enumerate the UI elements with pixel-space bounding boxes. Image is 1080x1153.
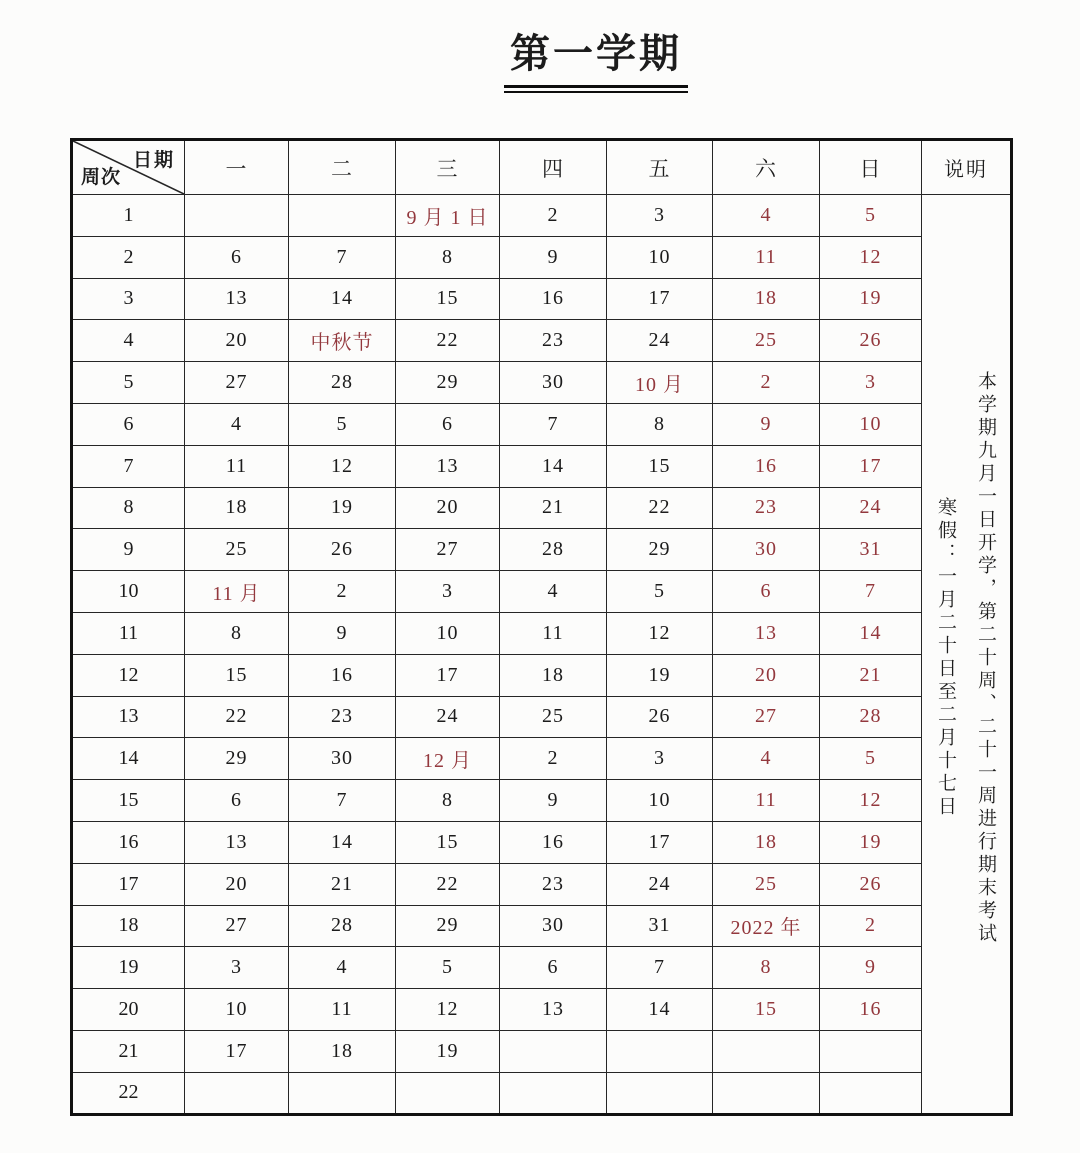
date-cell (820, 1072, 922, 1114)
date-cell (185, 1072, 289, 1114)
date-cell: 6 (500, 947, 607, 989)
week-row-14 (72, 738, 1012, 780)
date-cell: 6 (185, 236, 289, 278)
date-cell: 26 (820, 320, 922, 362)
date-cell: 7 (289, 780, 396, 822)
date-cell: 3 (607, 195, 713, 237)
week-number: 6 (72, 403, 185, 445)
date-cell: 10 (185, 989, 289, 1031)
date-cell: 7 (289, 236, 396, 278)
week-number: 22 (72, 1072, 185, 1114)
week-row-19 (72, 947, 1012, 989)
date-cell: 29 (607, 529, 713, 571)
date-cell: 17 (820, 445, 922, 487)
date-cell: 21 (289, 863, 396, 905)
week-row-8 (72, 487, 1012, 529)
date-cell: 13 (713, 612, 820, 654)
week-row-4 (72, 320, 1012, 362)
date-cell: 4 (713, 738, 820, 780)
date-cell: 21 (500, 487, 607, 529)
date-cell: 5 (820, 738, 922, 780)
date-cell: 10 (607, 780, 713, 822)
calendar-table (70, 138, 1013, 1116)
date-cell: 中秋节 (289, 320, 396, 362)
week-number: 19 (72, 947, 185, 989)
date-cell: 15 (713, 989, 820, 1031)
date-cell: 15 (185, 654, 289, 696)
date-cell: 5 (820, 195, 922, 237)
week-number: 9 (72, 529, 185, 571)
date-cell: 13 (185, 278, 289, 320)
date-cell: 28 (500, 529, 607, 571)
date-cell: 9 (500, 236, 607, 278)
date-cell: 16 (500, 821, 607, 863)
date-cell: 16 (500, 278, 607, 320)
date-cell: 13 (500, 989, 607, 1031)
date-cell: 5 (396, 947, 500, 989)
date-cell: 17 (607, 821, 713, 863)
date-cell: 8 (185, 612, 289, 654)
date-cell: 18 (713, 821, 820, 863)
date-cell: 14 (500, 445, 607, 487)
date-cell: 31 (820, 529, 922, 571)
date-cell: 8 (713, 947, 820, 989)
date-cell (500, 1030, 607, 1072)
date-cell: 5 (607, 571, 713, 613)
date-cell: 28 (820, 696, 922, 738)
date-cell (607, 1030, 713, 1072)
week-number: 8 (72, 487, 185, 529)
date-cell: 29 (396, 362, 500, 404)
date-cell: 16 (289, 654, 396, 696)
week-row-11 (72, 612, 1012, 654)
date-cell: 7 (607, 947, 713, 989)
date-cell: 14 (289, 821, 396, 863)
week-row-22 (72, 1072, 1012, 1114)
date-cell: 17 (396, 654, 500, 696)
date-cell: 19 (820, 278, 922, 320)
week-number: 10 (72, 571, 185, 613)
week-row-20 (72, 989, 1012, 1031)
date-cell: 23 (500, 863, 607, 905)
date-cell: 25 (500, 696, 607, 738)
date-cell: 4 (289, 947, 396, 989)
page-title: 第一学期 (504, 22, 688, 88)
date-cell: 9 (500, 780, 607, 822)
notes-vertical-text (925, 197, 1010, 1111)
week-row-3 (72, 278, 1012, 320)
date-cell: 23 (289, 696, 396, 738)
date-cell: 21 (820, 654, 922, 696)
date-cell: 13 (185, 821, 289, 863)
date-cell: 2 (820, 905, 922, 947)
date-cell (500, 1072, 607, 1114)
date-cell: 7 (500, 403, 607, 445)
date-cell (713, 1072, 820, 1114)
date-cell (607, 1072, 713, 1114)
week-row-13 (72, 696, 1012, 738)
date-cell: 28 (289, 905, 396, 947)
date-cell: 15 (396, 278, 500, 320)
date-cell: 30 (500, 905, 607, 947)
date-cell: 15 (607, 445, 713, 487)
date-cell: 10 (396, 612, 500, 654)
date-cell: 12 月 (396, 738, 500, 780)
date-cell: 22 (185, 696, 289, 738)
date-cell: 25 (713, 863, 820, 905)
corner-label-week: 周次 (81, 167, 122, 188)
week-row-9 (72, 529, 1012, 571)
date-cell: 18 (713, 278, 820, 320)
title-wrap (56, 0, 1080, 88)
date-cell: 2022 年 (713, 905, 820, 947)
date-cell: 20 (185, 863, 289, 905)
date-cell: 18 (185, 487, 289, 529)
date-cell: 13 (396, 445, 500, 487)
date-cell: 12 (289, 445, 396, 487)
week-number: 5 (72, 362, 185, 404)
date-cell: 2 (500, 738, 607, 780)
header-row (72, 140, 1012, 195)
date-cell: 10 (820, 403, 922, 445)
date-cell: 11 月 (185, 571, 289, 613)
date-cell: 27 (185, 905, 289, 947)
date-cell: 3 (607, 738, 713, 780)
date-cell: 8 (396, 236, 500, 278)
date-cell: 26 (289, 529, 396, 571)
week-row-15 (72, 780, 1012, 822)
notes-header: 说明 (922, 140, 1012, 195)
corner-label-date: 日期 (132, 150, 175, 171)
date-cell: 24 (607, 863, 713, 905)
week-number: 4 (72, 320, 185, 362)
date-cell (289, 195, 396, 237)
date-cell: 9 (713, 403, 820, 445)
date-cell: 23 (713, 487, 820, 529)
date-cell: 3 (185, 947, 289, 989)
week-number: 2 (72, 236, 185, 278)
date-cell: 20 (396, 487, 500, 529)
week-number: 18 (72, 905, 185, 947)
week-number: 11 (72, 612, 185, 654)
week-number: 21 (72, 1030, 185, 1072)
date-cell: 2 (500, 195, 607, 237)
date-cell (820, 1030, 922, 1072)
date-cell: 27 (185, 362, 289, 404)
date-cell: 27 (396, 529, 500, 571)
date-cell: 25 (185, 529, 289, 571)
date-cell: 14 (289, 278, 396, 320)
date-cell: 27 (713, 696, 820, 738)
date-cell: 29 (396, 905, 500, 947)
week-row-1 (72, 195, 1012, 237)
date-cell: 30 (289, 738, 396, 780)
date-cell: 12 (607, 612, 713, 654)
date-cell: 9 月 1 日 (396, 195, 500, 237)
date-cell: 2 (713, 362, 820, 404)
date-cell: 25 (713, 320, 820, 362)
date-cell (185, 195, 289, 237)
date-cell: 9 (289, 612, 396, 654)
date-cell: 24 (607, 320, 713, 362)
notes-cell (922, 195, 1012, 1115)
date-cell: 15 (396, 821, 500, 863)
date-cell: 19 (396, 1030, 500, 1072)
date-cell: 7 (820, 571, 922, 613)
date-cell: 23 (500, 320, 607, 362)
date-cell: 3 (396, 571, 500, 613)
week-row-7 (72, 445, 1012, 487)
week-number: 12 (72, 654, 185, 696)
week-number: 20 (72, 989, 185, 1031)
date-cell: 16 (820, 989, 922, 1031)
date-cell: 26 (820, 863, 922, 905)
day-header-3: 三 (396, 140, 500, 195)
date-cell: 9 (820, 947, 922, 989)
date-cell: 28 (289, 362, 396, 404)
week-number: 17 (72, 863, 185, 905)
date-cell: 10 月 (607, 362, 713, 404)
date-cell: 11 (289, 989, 396, 1031)
day-header-5: 五 (607, 140, 713, 195)
date-cell: 22 (607, 487, 713, 529)
date-cell: 6 (185, 780, 289, 822)
week-row-18 (72, 905, 1012, 947)
date-cell: 26 (607, 696, 713, 738)
date-cell: 5 (289, 403, 396, 445)
week-number: 1 (72, 195, 185, 237)
date-cell: 31 (607, 905, 713, 947)
week-row-6 (72, 403, 1012, 445)
day-header-6: 六 (713, 140, 820, 195)
date-cell: 12 (820, 236, 922, 278)
date-cell: 18 (289, 1030, 396, 1072)
date-cell: 14 (820, 612, 922, 654)
date-cell: 30 (713, 529, 820, 571)
day-header-4: 四 (500, 140, 607, 195)
week-row-10 (72, 571, 1012, 613)
date-cell: 10 (607, 236, 713, 278)
date-cell: 22 (396, 320, 500, 362)
date-cell: 8 (396, 780, 500, 822)
date-cell: 17 (185, 1030, 289, 1072)
date-cell: 3 (820, 362, 922, 404)
date-cell: 4 (713, 195, 820, 237)
date-cell: 19 (820, 821, 922, 863)
note-semester-info: 本学期九月一日开学，第二十周、二十一周进行期末考试 (975, 370, 996, 946)
date-cell: 6 (396, 403, 500, 445)
date-cell: 4 (500, 571, 607, 613)
date-cell: 19 (289, 487, 396, 529)
date-cell (713, 1030, 820, 1072)
week-row-21 (72, 1030, 1012, 1072)
day-header-1: 一 (185, 140, 289, 195)
week-number: 13 (72, 696, 185, 738)
date-cell: 20 (713, 654, 820, 696)
date-cell: 17 (607, 278, 713, 320)
date-cell: 6 (713, 571, 820, 613)
date-cell: 4 (185, 403, 289, 445)
week-number: 3 (72, 278, 185, 320)
date-cell: 11 (713, 780, 820, 822)
week-row-12 (72, 654, 1012, 696)
date-cell: 19 (607, 654, 713, 696)
date-cell: 12 (820, 780, 922, 822)
week-row-5 (72, 362, 1012, 404)
week-row-16 (72, 821, 1012, 863)
day-header-2: 二 (289, 140, 396, 195)
date-cell: 2 (289, 571, 396, 613)
week-number: 16 (72, 821, 185, 863)
week-number: 7 (72, 445, 185, 487)
corner-cell (72, 140, 185, 195)
day-header-7: 日 (820, 140, 922, 195)
week-row-2 (72, 236, 1012, 278)
date-cell: 29 (185, 738, 289, 780)
date-cell: 11 (185, 445, 289, 487)
date-cell: 24 (396, 696, 500, 738)
date-cell: 22 (396, 863, 500, 905)
date-cell: 12 (396, 989, 500, 1031)
date-cell (289, 1072, 396, 1114)
date-cell: 11 (713, 236, 820, 278)
week-number: 15 (72, 780, 185, 822)
date-cell (396, 1072, 500, 1114)
note-winter-vacation: 寒假：一月二十日至二月十七日 (935, 497, 956, 820)
week-number: 14 (72, 738, 185, 780)
date-cell: 20 (185, 320, 289, 362)
date-cell: 11 (500, 612, 607, 654)
date-cell: 30 (500, 362, 607, 404)
date-cell: 18 (500, 654, 607, 696)
date-cell: 14 (607, 989, 713, 1031)
date-cell: 16 (713, 445, 820, 487)
date-cell: 24 (820, 487, 922, 529)
date-cell: 8 (607, 403, 713, 445)
week-row-17 (72, 863, 1012, 905)
